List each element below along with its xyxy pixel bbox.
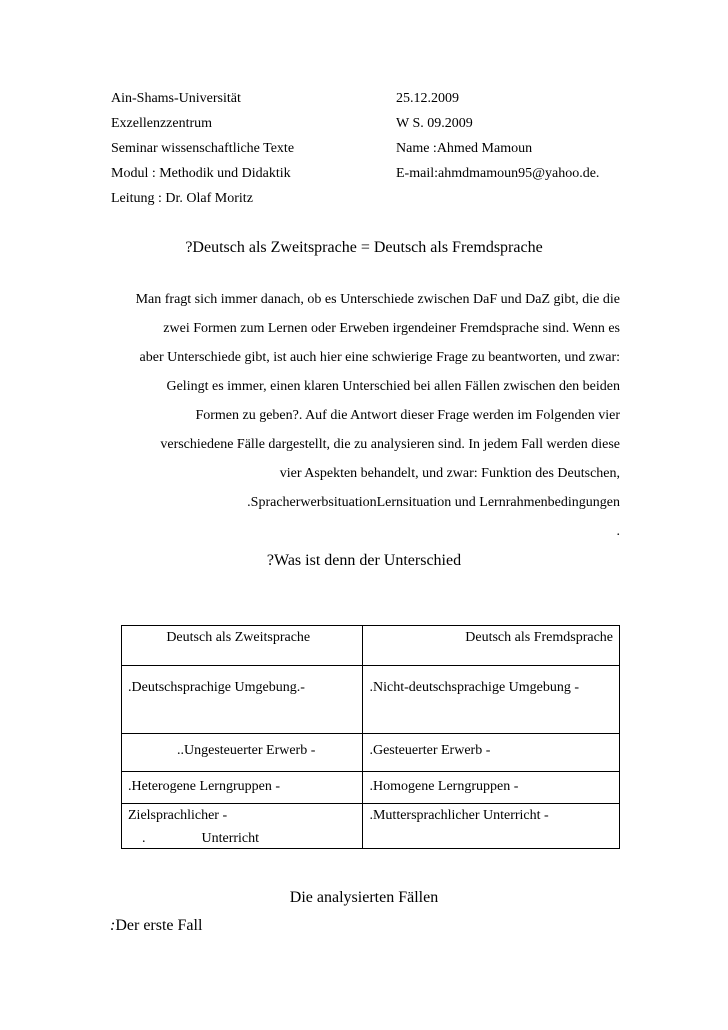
paragraph-line: zwei Formen zum Lernen oder Erweben irgendeiner Fremdsprache sind. Wenn es <box>163 321 620 336</box>
table-cell <box>363 804 620 849</box>
cell-text: .Gesteuerter Erwerb - <box>369 743 491 758</box>
paragraph-line: Man fragt sich immer danach, ob es Unterschiede zwischen DaF und DaZ gibt, die die <box>135 292 620 307</box>
paragraph-line: .SpracherwerbsituationLernsituation und Lernrahmenbedingungen <box>247 495 620 510</box>
seminar-name: Seminar wissenschaftliche Texte <box>111 141 295 156</box>
paragraph-line: Formen zu geben?. Auf die Antwort dieser Frage werden im Folgenden vier <box>195 408 620 423</box>
section-heading: Die analysierten Fällen <box>289 889 439 906</box>
table-cell <box>363 772 620 804</box>
cell-text: .Nicht-deutschsprachige Umgebung - <box>369 680 580 695</box>
case-label-text: Der erste Fall <box>115 917 203 934</box>
comparison-table <box>121 625 620 849</box>
paragraph-line: aber Unterschiede gibt, ist auch hier eine schwierige Frage zu beantworten, und zwar: <box>139 350 620 365</box>
module-name: Modul : Methodik und Didaktik <box>111 166 291 181</box>
document-title: ?Deutsch als Zweitsprache = Deutsch als Fremdsprache <box>185 239 543 256</box>
paragraph-line: vier Aspekten behandelt, und zwar: Funktion des Deutschen, <box>279 466 620 481</box>
paragraph-line: verschiedene Fälle dargestellt, die zu analysieren sind. In jedem Fall werden diese <box>160 437 620 452</box>
table-header-cell <box>122 626 363 666</box>
table-cell <box>122 734 363 772</box>
intro-paragraph <box>110 291 620 552</box>
table-header-cell <box>363 626 620 666</box>
table-row <box>122 666 620 734</box>
table-row <box>122 734 620 772</box>
question-heading: ?Was ist denn der Unterschied <box>266 552 462 569</box>
paragraph-line: . <box>616 524 620 539</box>
cell-dot: . <box>142 831 146 846</box>
table-cell <box>122 804 363 849</box>
header-daf: Deutsch als Fremdsprache <box>465 630 613 645</box>
cell-text: .Deutschsprachige Umgebung.- <box>128 680 305 695</box>
supervisor-name: Leitung : Dr. Olaf Moritz <box>111 191 253 206</box>
table-cell <box>363 666 620 734</box>
case-label <box>110 916 202 936</box>
case-label-punct: : <box>110 917 116 934</box>
table-cell <box>122 772 363 804</box>
paragraph-line: Gelingt es immer, einen klaren Unterschied bei allen Fällen zwischen den beiden <box>166 379 620 394</box>
author-email: E-mail:ahmdmamoun95@yahoo.de. <box>396 166 600 181</box>
table-header-row <box>122 626 620 666</box>
header-daz: Deutsch als Zweitsprache <box>166 630 311 645</box>
semester: W S. 09.2009 <box>396 116 473 131</box>
cell-word: Unterricht <box>201 831 260 846</box>
center-name: Exzellenzzentrum <box>111 116 213 131</box>
cell-text: .Heterogene Lerngruppen - <box>128 779 280 794</box>
cell-text: .Muttersprachlicher Unterricht - <box>369 808 549 823</box>
author-name: Name :Ahmed Mamoun <box>396 141 533 156</box>
cell-continuation <box>122 825 362 848</box>
table-row <box>122 772 620 804</box>
university-name: Ain-Shams-Universität <box>111 91 241 106</box>
table-row <box>122 804 620 849</box>
table-cell <box>363 734 620 772</box>
document-date: 25.12.2009 <box>396 91 459 106</box>
cell-text: ..Ungesteuerter Erwerb - <box>177 743 316 758</box>
table-cell <box>122 666 363 734</box>
cell-text: .Homogene Lerngruppen - <box>369 779 519 794</box>
cell-text: Zielsprachlicher - <box>128 808 228 823</box>
